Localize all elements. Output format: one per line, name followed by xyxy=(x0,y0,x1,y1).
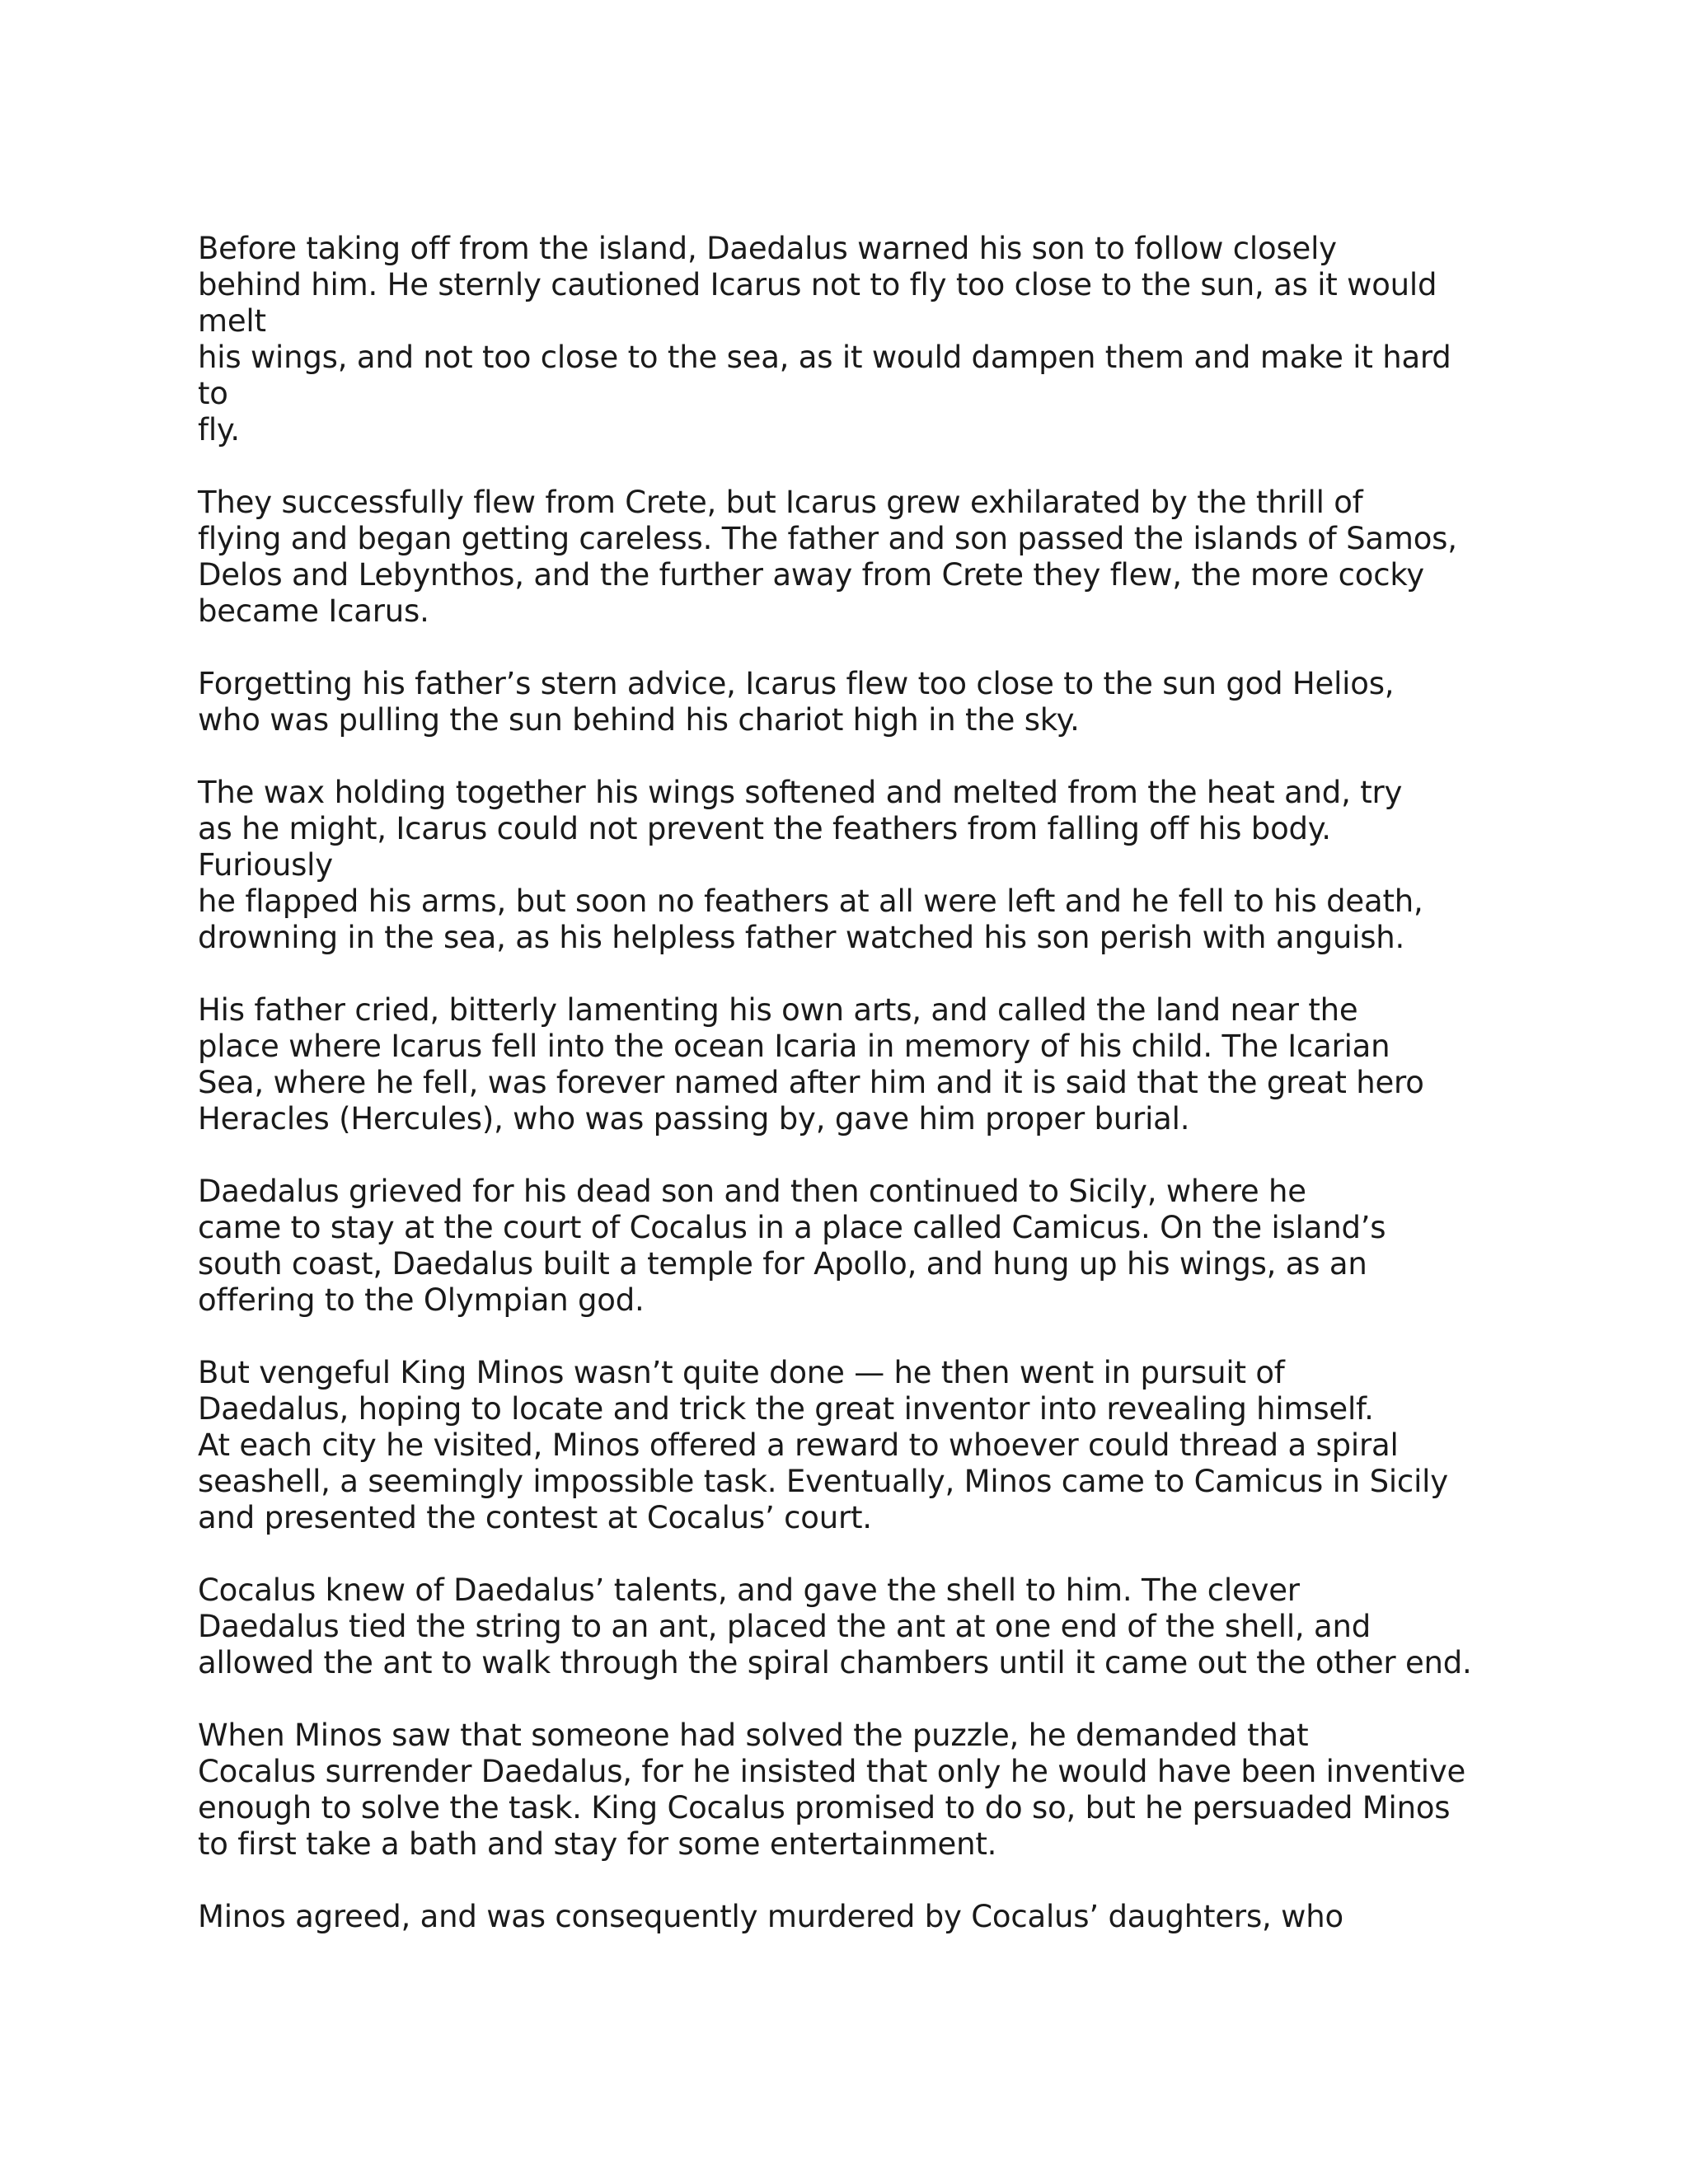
text-line: flying and began getting careless. The father and son passed the islands of Samos, xyxy=(198,521,1457,556)
text-line: offering to the Olympian god. xyxy=(198,1282,645,1318)
paragraph-6 xyxy=(198,1174,1517,1319)
text-line: became Icarus. xyxy=(198,593,429,629)
text-line: Furiously xyxy=(198,847,333,883)
paragraph-7 xyxy=(198,1355,1517,1536)
text-line: enough to solve the task. King Cocalus promised to do so, but he persuaded Minos xyxy=(198,1790,1451,1825)
text-line: At each city he visited, Minos offered a reward to whoever could thread a spiral xyxy=(198,1427,1399,1463)
text-line: The wax holding together his wings softened and melted from the heat and, try xyxy=(198,775,1403,810)
text-line: Minos agreed, and was consequently murdered by Cocalus’ daughters, who xyxy=(198,1899,1343,1934)
text-line: melt xyxy=(198,303,266,339)
paragraph-1 xyxy=(198,231,1517,448)
text-line: he flapped his arms, but soon no feathers at all were left and he fell to his death, xyxy=(198,883,1423,919)
paragraph-3 xyxy=(198,666,1517,738)
paragraph-10 xyxy=(198,1899,1517,1935)
document-body xyxy=(198,231,1517,1935)
text-line: and presented the contest at Cocalus’ court. xyxy=(198,1500,872,1535)
text-line: to first take a bath and stay for some entertainment. xyxy=(198,1826,997,1862)
text-line: His father cried, bitterly lamenting his own arts, and called the land near the xyxy=(198,992,1358,1028)
text-line: behind him. He sternly cautioned Icarus not to fly too close to the sun, as it would xyxy=(198,267,1437,302)
text-line: Delos and Lebynthos, and the further away from Crete they flew, the more cocky xyxy=(198,557,1424,593)
text-line: Daedalus tied the string to an ant, placed the ant at one end of the shell, and xyxy=(198,1609,1372,1644)
text-line: drowning in the sea, as his helpless father watched his son perish with anguish. xyxy=(198,920,1405,955)
paragraph-9 xyxy=(198,1718,1517,1863)
paragraph-8 xyxy=(198,1572,1517,1681)
text-line: to xyxy=(198,376,228,411)
text-line: Forgetting his father’s stern advice, Icarus flew too close to the sun god Helios, xyxy=(198,666,1395,701)
text-line: allowed the ant to walk through the spiral chambers until it came out the other end. xyxy=(198,1645,1472,1680)
text-line: Daedalus, hoping to locate and trick the great inventor into revealing himself. xyxy=(198,1391,1374,1427)
text-line: who was pulling the sun behind his chariot high in the sky. xyxy=(198,702,1080,738)
paragraph-4 xyxy=(198,775,1517,956)
text-line: Sea, where he fell, was forever named after him and it is said that the great hero xyxy=(198,1065,1424,1100)
text-line: seashell, a seemingly impossible task. Eventually, Minos came to Camicus in Sicily xyxy=(198,1464,1448,1499)
text-line: south coast, Daedalus built a temple for Apollo, and hung up his wings, as an xyxy=(198,1246,1367,1282)
text-line: fly. xyxy=(198,412,240,448)
text-line: They successfully flew from Crete, but Icarus grew exhilarated by the thrill of xyxy=(198,485,1363,520)
paragraph-5 xyxy=(198,992,1517,1137)
text-line: as he might, Icarus could not prevent the feathers from falling off his body. xyxy=(198,811,1331,846)
text-line: Before taking off from the island, Daedalus warned his son to follow closely xyxy=(198,231,1337,266)
text-line: When Minos saw that someone had solved the puzzle, he demanded that xyxy=(198,1718,1309,1753)
text-line: Daedalus grieved for his dead son and then continued to Sicily, where he xyxy=(198,1174,1306,1209)
text-line: Cocalus knew of Daedalus’ talents, and gave the shell to him. The clever xyxy=(198,1572,1300,1608)
text-line: Cocalus surrender Daedalus, for he insisted that only he would have been inventive xyxy=(198,1754,1466,1789)
text-line: his wings, and not too close to the sea, as it would dampen them and make it hard xyxy=(198,340,1451,375)
text-line: came to stay at the court of Cocalus in a place called Camicus. On the island’s xyxy=(198,1210,1386,1245)
paragraph-2 xyxy=(198,485,1517,630)
text-line: Heracles (Hercules), who was passing by, gave him proper burial. xyxy=(198,1101,1190,1137)
text-line: place where Icarus fell into the ocean Icaria in memory of his child. The Icarian xyxy=(198,1029,1390,1064)
text-line: But vengeful King Minos wasn’t quite done — he then went in pursuit of xyxy=(198,1355,1285,1390)
